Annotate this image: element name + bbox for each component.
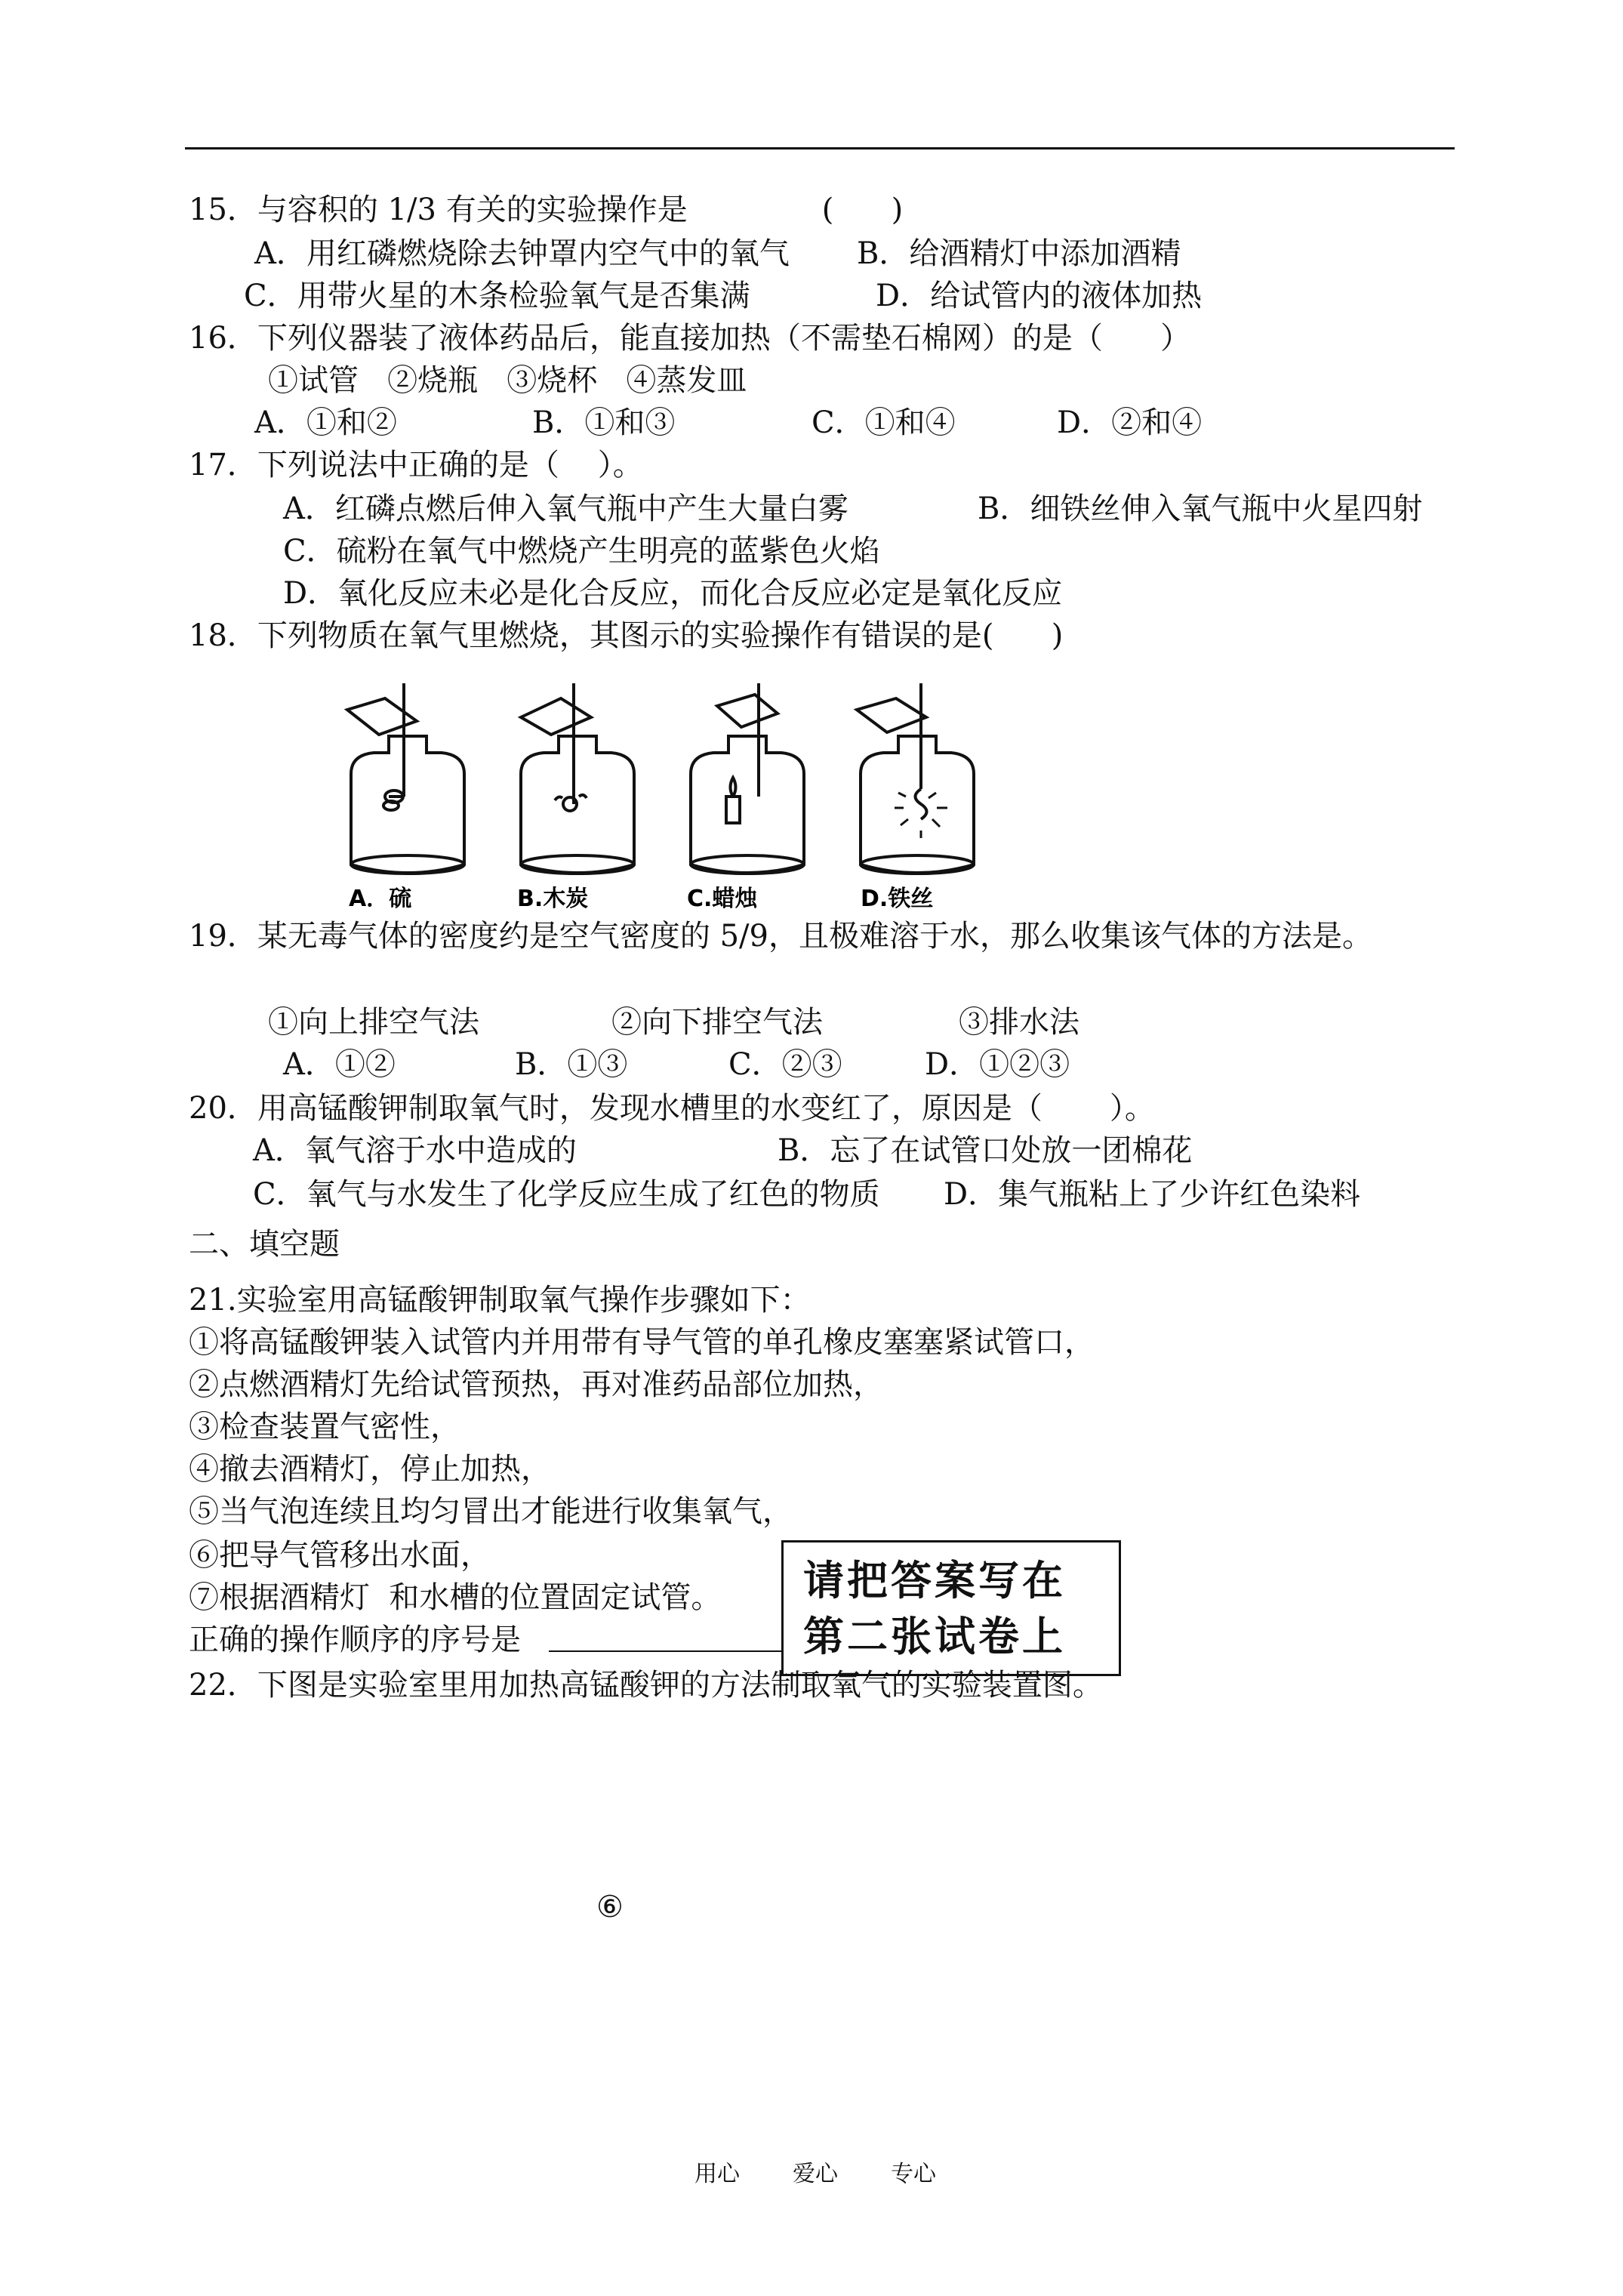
- caption-a: A．硫: [349, 886, 412, 910]
- q19-option-b: B．①③: [515, 1047, 628, 1082]
- q17-option-b: B．细铁丝伸入氧气瓶中火星四射: [978, 492, 1423, 526]
- answer-notice-box: [781, 1540, 1121, 1676]
- q15-option-d: D．给试管内的液体加热: [876, 279, 1203, 313]
- q15-option-b: B．给酒精灯中添加酒精: [857, 236, 1181, 271]
- footer-text-1: 用心: [694, 2161, 740, 2187]
- q17-option-a: A．红磷点燃后伸入氧气瓶中产生大量白雾: [283, 492, 848, 526]
- question-22: 22．下图是实验室里用加热高锰酸钾的方法制取氧气的实验装置图。: [189, 1668, 1103, 1703]
- q19-option-d: D．①②③: [925, 1047, 1070, 1082]
- q16-option-b: B．①和③: [532, 405, 676, 440]
- q19-method-2: ②向下排空气法: [611, 1005, 823, 1040]
- bottle-b-charcoal: [521, 683, 634, 874]
- combustion-figure: [332, 683, 1042, 910]
- caption-c: C.蜡烛: [687, 886, 758, 910]
- q16-option-c: C．①和④: [812, 405, 956, 440]
- figure-marker-6: ⑥: [596, 1890, 624, 1925]
- q19-method-3: ③排水法: [959, 1005, 1079, 1040]
- q19-option-a: A．①②: [283, 1047, 396, 1082]
- header-rule: [185, 147, 1455, 149]
- answer-blank-line: [549, 1650, 781, 1652]
- q19-option-c: C．②③: [728, 1047, 842, 1082]
- answer-notice-line-2: 第二张试卷上: [803, 1613, 1066, 1660]
- question-16: 16．下列仪器装了液体药品后，能直接加热（不需垫石棉网）的是（ ）: [189, 321, 1191, 356]
- q16-option-a: A．①和②: [254, 405, 397, 440]
- question-15: 15．与容积的 1/3 有关的实验操作是 ( ): [189, 193, 904, 227]
- q19-method-1: ①向上排空气法: [268, 1005, 479, 1040]
- q16-option-d: D．②和④: [1057, 405, 1203, 440]
- question-17: 17．下列说法中正确的是（ ）。: [189, 448, 643, 482]
- step-4: ④撤去酒精灯，停止加热，: [189, 1452, 551, 1487]
- q17-option-d: D．氧化反应未必是化合反应，而化合反应必定是氧化反应: [283, 576, 1063, 611]
- q17-option-c: C．硫粉在氧气中燃烧产生明亮的蓝紫色火焰: [283, 534, 880, 569]
- q16-items: ①试管 ②烧瓶 ③烧杯 ④蒸发皿: [268, 363, 747, 398]
- question-20: 20．用高锰酸钾制取氧气时，发现水槽里的水变红了，原因是（ ）。: [189, 1091, 1155, 1126]
- answer-notice-line-1: 请把答案写在: [803, 1557, 1066, 1604]
- bottle-d-iron-wire: [857, 683, 974, 874]
- q15-option-a: A．用红磷燃烧除去钟罩内空气中的氧气: [254, 236, 790, 271]
- step-6: ⑥把导气管移出水面，: [189, 1538, 491, 1573]
- section-fill-in-title: 二、填空题: [189, 1227, 340, 1262]
- question-19: 19．某无毒气体的密度约是空气密度的 5/9，且极难溶于水，那么收集该气体的方法是。: [189, 919, 1372, 954]
- caption-b: B.木炭: [517, 886, 589, 910]
- question-21: 21.实验室用高锰酸钾制取氧气操作步骤如下：: [189, 1283, 811, 1318]
- caption-d: D.铁丝: [861, 886, 934, 910]
- footer-text-3: 专心: [891, 2161, 936, 2187]
- bottle-a-sulfur: [347, 683, 464, 874]
- bottle-c-candle: [691, 683, 804, 874]
- q20-option-d: D．集气瓶粘上了少许红色染料: [944, 1177, 1361, 1212]
- q15-option-c: C．用带火星的木条检验氧气是否集满: [244, 279, 750, 313]
- q20-option-b: B．忘了在试管口处放一团棉花: [778, 1133, 1193, 1168]
- step-7: ⑦根据酒精灯 和水槽的位置固定试管。: [189, 1580, 722, 1615]
- footer-text-2: 爱心: [793, 2161, 838, 2187]
- q20-option-a: A．氧气溶于水中造成的: [253, 1133, 577, 1168]
- step-2: ②点燃酒精灯先给试管预热，再对准药品部位加热，: [189, 1367, 883, 1402]
- step-3: ③检查装置气密性，: [189, 1410, 460, 1444]
- order-prompt: 正确的操作顺序的序号是: [189, 1623, 521, 1657]
- q20-option-c: C．氧气与水发生了化学反应生成了红色的物质: [253, 1177, 880, 1212]
- question-18: 18．下列物质在氧气里燃烧，其图示的实验操作有错误的是( ): [189, 618, 1064, 653]
- step-5: ⑤当气泡连续且均匀冒出才能进行收集氧气，: [189, 1494, 793, 1529]
- step-1: ①将高锰酸钾装入试管内并用带有导气管的单孔橡皮塞塞紧试管口，: [189, 1325, 1095, 1360]
